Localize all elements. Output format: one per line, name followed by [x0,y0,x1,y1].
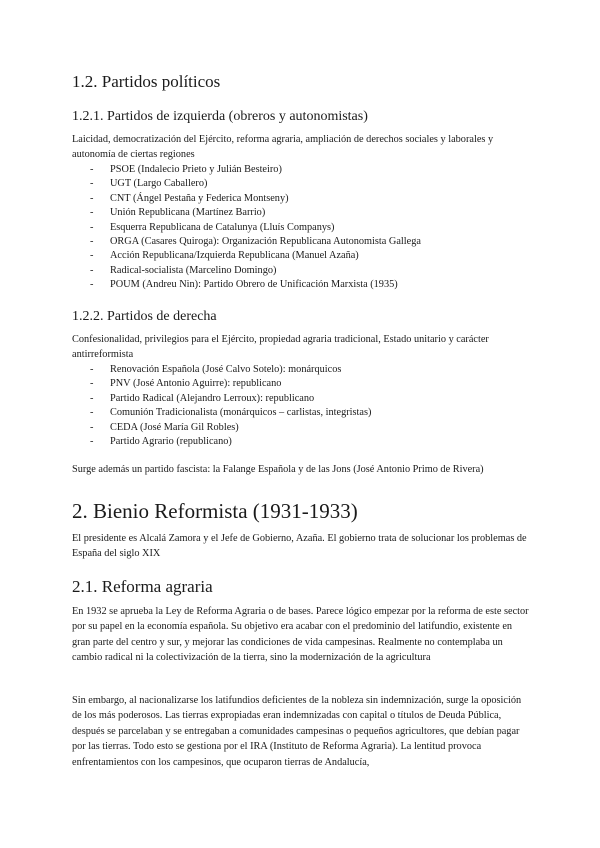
agrarian-reform-paragraph-1: En 1932 se aprueba la Ley de Reforma Agraria o de bases. Parece lógico empezar por la reforma de este sector por su papel en la economía española. Su objetivo era acabar con el predominio del latifundio, existente en gran parte del centro y sur, y mejorar las condiciones de vida campesinas. Realmente no contemplaba un cambio radical ni la colectivización de la tierra, sino la modernización de la agricultura [72,606,529,664]
agrarian-reform-paragraph-2: Sin embargo, al nacionalizarse los latifundios deficientes de la nobleza sin indemnización, surge la oposición de los más poderosos. Las tierras expropiadas eran indemnizadas con capital o títulos de Deuda Pública, después se parcelaban y se entregaban a comunidades campesinas o pequeños agricultores, que debían pagar por las tierras. Todo esto se gestiona por el IRA (Instituto de Reforma Agraria). La lentitud provoca enfrentamientos con los campesinos, que ocuparon tierras de Andalucía, [72,695,522,768]
list-item: - Esquerra Republicana de Catalunya (Lluís Companys) [90,221,335,233]
section-1-2-heading: 1.2. Partidos políticos [72,72,221,91]
section-2-1-heading: 2.1. Reforma agraria [72,577,213,596]
list-item: - Partido Radical (Alejandro Lerroux): republicano [90,392,315,404]
section-1-2-2-heading: 1.2.2. Partidos de derecha [72,309,217,324]
list-item: - PNV (José Antonio Aguirre): republicano [90,378,282,390]
left-parties-intro: Laicidad, democratización del Ejército, reforma agraria, ampliación de derechos sociales y laborales y autonomía de ciertas regiones [72,134,494,161]
list-item: - Partido Agrario (republicano) [90,436,232,448]
section-2-intro: El presidente es Alcalá Zamora y el Jefe de Gobierno, Azaña. El gobierno trata de solucionar los problemas de España del siglo XIX [72,533,527,560]
list-item: - Acción Republicana/Izquierda Republicana (Manuel Azaña) [90,250,359,262]
list-item: - ORGA (Casares Quiroga): Organización Republicana Autonomista Gallega [90,236,421,248]
left-parties-list [90,163,421,293]
list-item: - CNT (Ángel Pestaña y Federica Montseny) [90,192,289,204]
list-item: - Renovación Española (José Calvo Sotelo): monárquicos [90,364,342,375]
list-item: - CEDA (José María Gil Robles) [90,421,239,433]
right-parties-intro: Confesionalidad, privilegios para el Ejército, propiedad agraria tradicional, Estado unitario y carácter antirreformista [72,334,489,361]
list-item: - POUM (Andreu Nin): Partido Obrero de Unificación Marxista (1935) [90,279,398,291]
list-item: - Comunión Tradicionalista (monárquicos – carlistas, integristas) [90,407,372,419]
right-parties-list [90,363,371,449]
list-item: - Radical-socialista (Marcelino Domingo) [90,264,277,276]
list-item: - PSOE (Indalecio Prieto y Julián Besteiro) [90,164,282,175]
list-item: - UGT (Largo Caballero) [90,178,208,190]
fascist-party-note: Surge además un partido fascista: la Falange Española y de las Jons (José Antonio Primo de Rivera) [72,464,484,475]
section-2-heading: 2. Bienio Reformista (1931-1933) [72,499,358,523]
list-item: - Unión Republicana (Martínez Barrio) [90,207,266,219]
section-1-2-1-heading: 1.2.1. Partidos de izquierda (obreros y autonomistas) [72,109,368,124]
